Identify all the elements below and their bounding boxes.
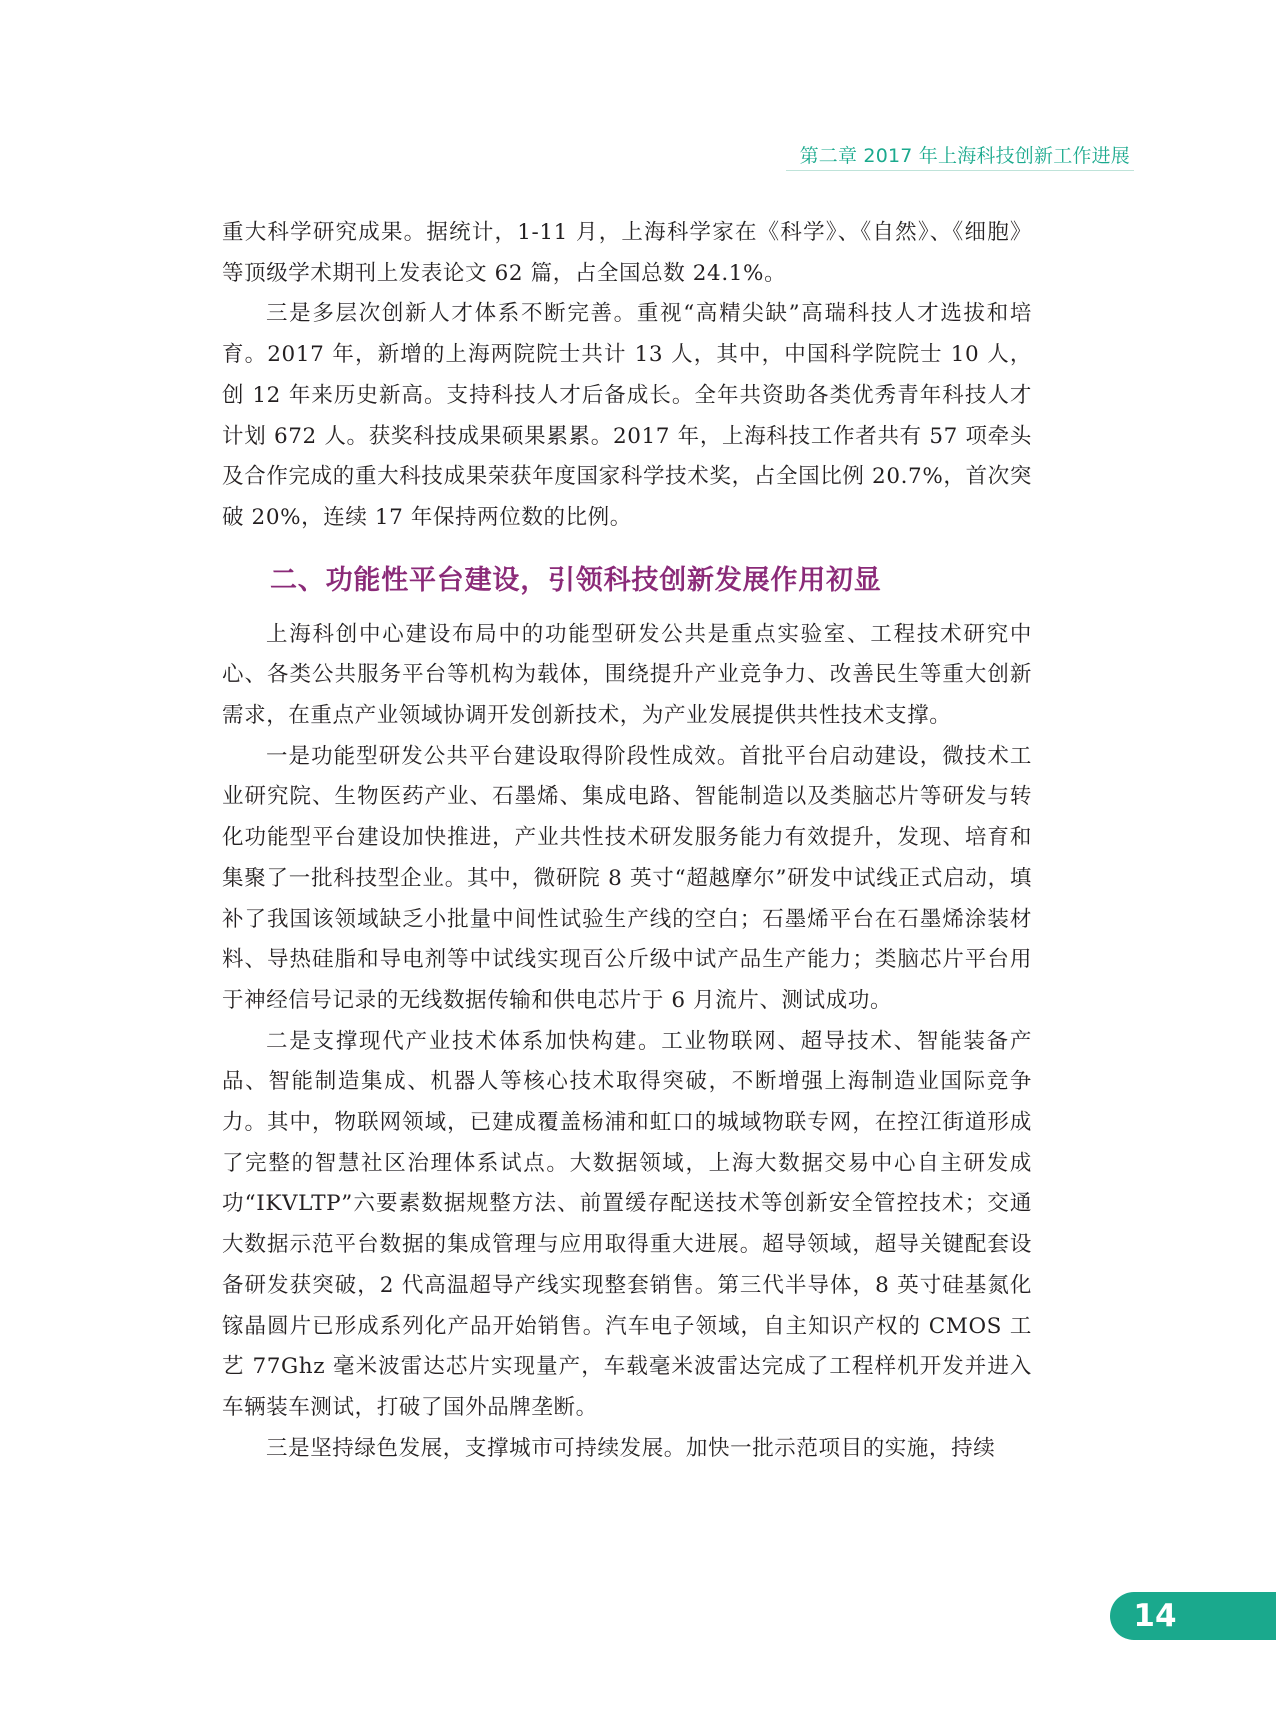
paragraph-5-body: 工业物联网、超导技术、智能装备产品、智能制造集成、机器人等核心技术取得突破，不断增强上海制造业国际竞争力。其中，物联网领域，已建成覆盖杨浦和虹口的城域物联专网，在控江街道形成了完整的智慧社区治理体系试点。大数据领域，上海大数据交易中心自主研发成功“IKVLTP”六要素数据规整方法、前置缓存配送技术等创新安全管控技术；交通大数据示范平台数据的集成管理与应用取得重大进展。超导领域，超导关键配套设备研发获突破，2 代高温超导产线实现整套销售。第三代半导体，8 英寸硅基氮化镓晶圆片已形成系列化产品开始销售。汽车电子领域，自主知识产权的 CMOS 工艺 77Ghz 毫米波雷达芯片实现量产，车载毫米波雷达完成了工程样机开发并进入车辆装车测试，打破了国外品牌垄断。	[222, 1028, 1033, 1420]
paragraph-4	[222, 737, 1032, 1022]
paragraph-3: 上海科创中心建设布局中的功能型研发公共是重点实验室、工程技术研究中心、各类公共服务平台等机构为载体，围绕提升产业竞争力、改善民生等重大创新需求，在重点产业领域协调开发创新技术，为产业发展提供共性技术支撑。	[222, 621, 1032, 729]
paragraph-2	[222, 294, 1032, 538]
section-heading: 二、功能性平台建设，引领科技创新发展作用初显	[270, 564, 882, 596]
body-text	[222, 213, 1032, 1469]
header-rule	[786, 170, 1134, 171]
paragraph-5	[222, 1022, 1032, 1429]
chapter-title: 第二章 2017 年上海科技创新工作进展	[799, 145, 1130, 167]
paragraph-6-lead: 三是坚持绿色发展，支撑城市可持续发展。	[266, 1435, 686, 1461]
paragraph-6	[222, 1429, 1032, 1470]
paragraph-4-lead: 一是功能型研发公共平台建设取得阶段性成效。	[266, 743, 740, 769]
page-number: 14	[1133, 1598, 1177, 1634]
paragraph-1: 重大科学研究成果。据统计，1-11 月，上海科学家在《科学》、《自然》、《细胞》等顶级学术期刊上发表论文 62 篇，占全国总数 24.1%。	[222, 220, 1032, 286]
paragraph-2-body: 重视“高精尖缺”高瑞科技人才选拔和培育。2017 年，新增的上海两院院士共计 13 人，其中，中国科学院院士 10 人，创 12 年来历史新高。支持科技人才后备成长。全年共资助各类优秀青年科技人才计划 672 人。获奖科技成果硕果累累。2017 年，上海科技工作者共有 57 项牵头及合作完成的重大科技成果荣获年度国家科学技术奖，占全国比例 20.7%，首次突破 20%，连续 17 年保持两位数的比例。	[222, 301, 1032, 530]
paragraph-5-lead: 二是支撑现代产业技术体系加快构建。	[266, 1028, 662, 1054]
paragraph-6-body: 加快一批示范项目的实施，持续	[685, 1435, 996, 1461]
paragraph-2-lead: 三是多层次创新人才体系不断完善。	[266, 301, 637, 327]
paragraph-4-body: 首批平台启动建设，微技术工业研究院、生物医药产业、石墨烯、集成电路、智能制造以及类脑芯片等研发与转化功能型平台建设加快推进，产业共性技术研发服务能力有效提升，发现、培育和集聚了一批科技型企业。其中，微研院 8 英寸“超越摩尔”研发中试线正式启动，填补了我国该领域缺乏小批量中间性试验生产线的空白；石墨烯平台在石墨烯涂装材料、导热硅脂和导电剂等中试线实现百公斤级中试产品生产能力；类脑芯片平台用于神经信号记录的无线数据传输和供电芯片于 6 月流片、测试成功。	[222, 743, 1032, 1013]
